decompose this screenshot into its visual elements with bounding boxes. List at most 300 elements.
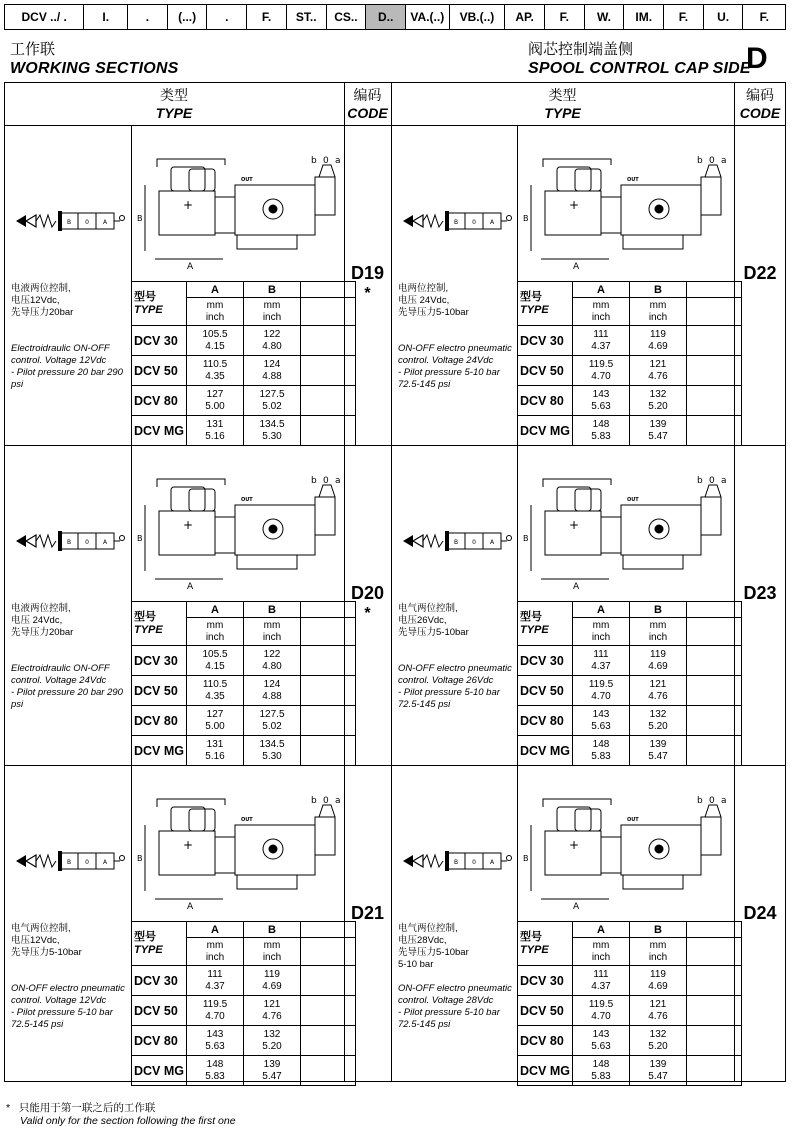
code-segment: DCV ../ . <box>5 5 84 29</box>
unit-cell <box>630 298 687 326</box>
svg-text:B: B <box>66 859 72 866</box>
unit-inch: inch <box>205 951 225 963</box>
divider <box>391 82 392 1082</box>
desc-cn-line: 电液两位控制, <box>11 603 71 614</box>
type-header-en: TYPE <box>155 105 193 121</box>
unit-cell <box>244 938 301 966</box>
desc-en-line: 72.5-145 psi <box>398 379 451 390</box>
svg-text:+: + <box>183 198 194 212</box>
dim-a-cell <box>187 326 244 356</box>
code-header-en: CODE <box>739 105 781 121</box>
section-code: D19 <box>350 263 385 283</box>
working-sections-title-en: WORKING SECTIONS <box>10 60 179 77</box>
dim-b-inch: 5.20 <box>648 720 668 732</box>
dim-a-cell <box>573 966 630 996</box>
position-a-label: a <box>335 476 341 486</box>
section-description <box>11 923 129 959</box>
valve-drawing-icon <box>523 475 729 595</box>
code-segment: F. <box>247 5 287 29</box>
desc-en-line: - Pilot pressure 5-10 bar <box>11 1007 113 1018</box>
col-a-header: A <box>573 282 630 298</box>
code-segment: . <box>128 5 168 29</box>
model-name: DCV 50 <box>132 676 187 706</box>
out-port-label: OUT <box>241 497 253 503</box>
code-segment: . <box>207 5 247 29</box>
empty-cell <box>301 1056 356 1086</box>
col-b-header: B <box>244 922 301 938</box>
dim-a-mm: 148 <box>592 418 610 430</box>
dim-b-inch: 4.69 <box>262 980 282 992</box>
valve-drawing-icon <box>523 155 729 275</box>
unit-inch: inch <box>591 951 611 963</box>
svg-text:B: B <box>453 539 459 546</box>
dim-a-mm: 111 <box>593 968 609 980</box>
divider <box>4 125 786 126</box>
code-segment: I. <box>84 5 128 29</box>
dim-a-label: A <box>187 262 194 272</box>
empty-cell <box>687 298 742 326</box>
dim-a-inch: 4.70 <box>205 1010 225 1022</box>
dim-b-mm: 121 <box>649 678 667 690</box>
dim-b-mm: 119 <box>650 328 666 340</box>
dim-a-cell <box>573 736 630 766</box>
dim-a-mm: 111 <box>207 968 223 980</box>
out-port-label: OUT <box>627 817 639 823</box>
dim-a-cell <box>187 706 244 736</box>
table-row <box>518 386 742 416</box>
table-row <box>518 736 742 766</box>
table-row <box>518 356 742 386</box>
spool-cap-title-en: SPOOL CONTROL CAP SIDE <box>528 60 751 77</box>
dimension-table <box>517 281 742 446</box>
empty-cell <box>687 1056 742 1086</box>
footnote <box>6 1102 236 1128</box>
dim-a-label: A <box>573 582 580 592</box>
dim-a-inch: 5.16 <box>205 750 225 762</box>
code-segment: F. <box>759 10 769 24</box>
desc-en-line: Electroidraulic ON-OFF <box>11 343 110 354</box>
position-0-label: 0 <box>323 156 329 166</box>
position-a-label: a <box>721 156 727 166</box>
desc-en-line: - Pilot pressure 20 bar 290 psi <box>11 367 123 390</box>
dim-a-inch: 5.83 <box>591 430 611 442</box>
svg-text:A: A <box>489 539 495 546</box>
unit-inch: inch <box>205 631 225 643</box>
dim-b-mm: 121 <box>649 998 667 1010</box>
unit-cell <box>187 618 244 646</box>
dim-b-mm: 134.5 <box>259 738 285 750</box>
dim-b-cell <box>630 646 687 676</box>
dimension-table <box>517 921 742 1086</box>
model-name: DCV MG <box>132 1056 187 1086</box>
position-b-label: b <box>311 796 317 806</box>
dim-a-mm: 119.5 <box>588 678 614 690</box>
dim-b-cell <box>244 1026 301 1056</box>
desc-cn-line: 电压12Vdc, <box>11 935 60 946</box>
desc-en-line: control. Voltage 12Vdc <box>11 355 107 366</box>
code-segment: IM. <box>624 5 664 29</box>
dim-b-cell <box>630 966 687 996</box>
col-a-header: A <box>187 602 244 618</box>
empty-cell <box>687 386 742 416</box>
dim-b-cell <box>630 386 687 416</box>
dim-a-cell <box>573 646 630 676</box>
svg-text:0: 0 <box>472 539 476 546</box>
col-b-header: B <box>244 602 301 618</box>
dim-a-cell <box>187 996 244 1026</box>
model-label-cn: 型号 <box>520 290 542 303</box>
dim-a-inch: 4.70 <box>591 690 611 702</box>
dim-a-label: A <box>573 902 580 912</box>
type-header-cn: 类型 <box>160 87 188 103</box>
dim-b-cell <box>244 1056 301 1086</box>
unit-inch: inch <box>205 311 225 323</box>
col-a-header: A <box>573 602 630 618</box>
model-name: DCV 80 <box>132 1026 187 1056</box>
dim-a-inch: 4.35 <box>205 370 225 382</box>
hydraulic-symbol-icon <box>401 529 513 553</box>
dim-a-mm: 110.5 <box>202 358 228 370</box>
section-letter: D <box>746 42 768 75</box>
footnote-en: Valid only for the section following the first one <box>20 1115 236 1127</box>
svg-text:A: A <box>102 859 108 866</box>
dimension-table <box>131 601 356 766</box>
dim-b-inch: 4.69 <box>648 660 668 672</box>
dim-a-inch: 4.35 <box>205 690 225 702</box>
unit-cell <box>244 618 301 646</box>
dim-a-cell <box>187 1026 244 1056</box>
model-name: DCV 50 <box>132 996 187 1026</box>
empty-cell <box>301 326 356 356</box>
position-0-label: 0 <box>709 796 715 806</box>
desc-en-line: - Pilot pressure 5-10 bar <box>398 687 500 698</box>
model-name: DCV MG <box>132 416 187 446</box>
dim-a-cell <box>187 966 244 996</box>
dim-b-label: B <box>137 534 143 543</box>
model-label-cn: 型号 <box>520 610 542 623</box>
desc-cn-line: 电两位控制, <box>398 283 449 294</box>
svg-text:0: 0 <box>472 859 476 866</box>
dim-b-cell <box>244 736 301 766</box>
section-description-en <box>398 983 522 1031</box>
dim-a-cell <box>573 386 630 416</box>
col-b-header: B <box>630 922 687 938</box>
section-description <box>398 283 516 319</box>
dimension-table <box>131 921 356 1086</box>
dim-b-inch: 4.88 <box>262 690 282 702</box>
dim-b-cell <box>244 326 301 356</box>
dim-a-mm: 131 <box>206 738 224 750</box>
dim-b-cell <box>630 1056 687 1086</box>
svg-text:B: B <box>66 219 72 226</box>
desc-cn-line: 先导压力20bar <box>11 627 74 638</box>
dim-b-inch: 4.80 <box>262 340 282 352</box>
dim-a-inch: 4.37 <box>591 660 611 672</box>
empty-cell <box>301 938 356 966</box>
dim-b-inch: 5.02 <box>262 400 282 412</box>
dim-a-mm: 143 <box>592 1028 610 1040</box>
col-a-header: A <box>187 282 244 298</box>
code-segment: (...) <box>168 5 208 29</box>
unit-mm: mm <box>263 619 281 631</box>
section-description-en <box>11 343 135 391</box>
section-description-en <box>398 663 522 711</box>
empty-cell <box>687 416 742 446</box>
dim-b-mm: 122 <box>263 328 281 340</box>
dim-a-mm: 119.5 <box>588 358 614 370</box>
divider <box>131 765 132 921</box>
dim-a-inch: 5.63 <box>591 720 611 732</box>
dim-b-inch: 5.47 <box>648 750 668 762</box>
dim-a-mm: 111 <box>593 648 609 660</box>
type-header-cn: 类型 <box>548 87 577 103</box>
section-code: D22 <box>743 263 777 283</box>
dim-b-mm: 124 <box>263 678 281 690</box>
empty-cell <box>687 356 742 386</box>
out-port-label: OUT <box>627 177 639 183</box>
unit-cell <box>573 938 630 966</box>
unit-cell <box>244 298 301 326</box>
dim-a-inch: 4.15 <box>205 340 225 352</box>
code-header-en: CODE <box>347 105 388 121</box>
svg-text:A: A <box>102 539 108 546</box>
svg-text:+: + <box>569 518 580 532</box>
unit-cell <box>573 618 630 646</box>
dim-b-inch: 5.47 <box>262 1070 282 1082</box>
code-header-cn: 编码 <box>353 87 382 103</box>
empty-cell <box>301 356 356 386</box>
dim-b-label: B <box>523 854 529 863</box>
dim-a-inch: 4.70 <box>591 370 611 382</box>
unit-cell <box>187 938 244 966</box>
desc-cn-line: 电压26Vdc, <box>398 615 447 626</box>
model-label-en: TYPE <box>520 943 549 956</box>
table-row <box>132 386 356 416</box>
desc-cn-line: 电液两位控制, <box>11 283 71 294</box>
dim-b-inch: 4.76 <box>648 690 668 702</box>
svg-text:B: B <box>453 859 459 866</box>
svg-text:0: 0 <box>85 219 89 226</box>
desc-en-line: 72.5-145 psi <box>398 1019 451 1030</box>
dim-b-cell <box>244 386 301 416</box>
svg-text:+: + <box>183 518 194 532</box>
dim-b-mm: 132 <box>649 388 667 400</box>
dim-a-inch: 4.37 <box>205 980 225 992</box>
model-label <box>518 282 573 326</box>
position-b-label: b <box>697 156 703 166</box>
dim-b-mm: 121 <box>263 998 281 1010</box>
dim-b-label: B <box>523 214 529 223</box>
dim-a-mm: 105.5 <box>202 328 228 340</box>
dim-b-mm: 139 <box>263 1058 281 1070</box>
desc-cn-line: 电气两位控制, <box>398 923 458 934</box>
position-0-label: 0 <box>323 796 329 806</box>
model-label-cn: 型号 <box>134 610 156 623</box>
desc-en-line: control. Voltage 24Vdc <box>11 675 107 686</box>
desc-en-line: 72.5-145 psi <box>398 699 451 710</box>
model-label <box>132 922 187 966</box>
section-code: D21 <box>350 903 385 923</box>
dim-a-inch: 5.63 <box>591 1040 611 1052</box>
dim-a-cell <box>187 356 244 386</box>
dim-b-label: B <box>137 214 143 223</box>
dim-b-inch: 5.20 <box>648 400 668 412</box>
valve-drawing-icon <box>523 795 729 915</box>
model-label <box>132 602 187 646</box>
dim-b-label: B <box>137 854 143 863</box>
unit-mm: mm <box>592 299 610 311</box>
desc-en-line: Electroidraulic ON-OFF <box>11 663 110 674</box>
unit-inch: inch <box>648 311 668 323</box>
dim-a-cell <box>187 646 244 676</box>
empty-cell <box>687 996 742 1026</box>
desc-cn-line: 先导压力5-10bar <box>398 627 469 638</box>
position-0-label: 0 <box>709 156 715 166</box>
dim-a-inch: 5.83 <box>205 1070 225 1082</box>
table-row <box>518 706 742 736</box>
table-row <box>518 416 742 446</box>
dim-a-mm: 119.5 <box>202 998 228 1010</box>
dim-a-mm: 148 <box>592 1058 610 1070</box>
divider <box>517 445 518 601</box>
desc-cn-line: 先导压力20bar <box>11 307 74 318</box>
model-name: DCV 30 <box>518 646 573 676</box>
model-label-en: TYPE <box>520 303 549 316</box>
model-name: DCV 30 <box>132 326 187 356</box>
position-b-label: b <box>697 476 703 486</box>
desc-cn-line: 5-10 bar <box>398 959 434 970</box>
empty-cell <box>687 706 742 736</box>
unit-cell <box>630 938 687 966</box>
unit-mm: mm <box>649 619 667 631</box>
svg-text:A: A <box>489 219 495 226</box>
dimension-table <box>517 601 742 766</box>
model-name: DCV 80 <box>132 386 187 416</box>
table-row <box>518 1056 742 1086</box>
type-column-header <box>391 86 734 122</box>
desc-en-line: ON-OFF electro pneumatic <box>398 343 512 354</box>
section-code: D24 <box>743 903 777 923</box>
svg-text:B: B <box>66 539 72 546</box>
model-name: DCV 30 <box>518 966 573 996</box>
footnote-star: * <box>6 1102 11 1114</box>
model-label <box>518 922 573 966</box>
dim-a-inch: 4.37 <box>591 980 611 992</box>
valve-drawing-icon <box>137 795 343 915</box>
desc-en-line: ON-OFF electro pneumatic <box>398 663 512 674</box>
model-name: DCV 30 <box>518 326 573 356</box>
dim-b-inch: 5.47 <box>648 1070 668 1082</box>
type-header-en: TYPE <box>544 105 581 121</box>
dim-a-inch: 4.70 <box>591 1010 611 1022</box>
svg-text:B: B <box>453 219 459 226</box>
svg-text:A: A <box>489 859 495 866</box>
dim-b-mm: 132 <box>649 708 667 720</box>
unit-inch: inch <box>262 311 282 323</box>
dim-a-inch: 5.83 <box>591 750 611 762</box>
col-b-header: B <box>630 602 687 618</box>
position-b-label: b <box>697 796 703 806</box>
unit-mm: mm <box>263 299 281 311</box>
code-segment: ST.. <box>287 5 327 29</box>
dim-b-inch: 5.30 <box>262 430 282 442</box>
dim-b-cell <box>630 996 687 1026</box>
model-label-cn: 型号 <box>134 290 156 303</box>
table-row <box>132 1056 356 1086</box>
hydraulic-symbol-icon <box>401 849 513 873</box>
footnote-marker: * <box>364 285 371 302</box>
table-row <box>518 1026 742 1056</box>
dim-a-cell <box>573 1056 630 1086</box>
dimension-table <box>131 281 356 446</box>
col-b-header: B <box>630 282 687 298</box>
dim-a-inch: 4.37 <box>591 340 611 352</box>
dim-b-inch: 4.69 <box>648 980 668 992</box>
desc-cn-line: 先导压力5-10bar <box>11 947 82 958</box>
divider <box>131 125 132 281</box>
hydraulic-symbol-icon <box>14 529 126 553</box>
model-name: DCV 30 <box>132 646 187 676</box>
dim-a-cell <box>573 996 630 1026</box>
table-row <box>132 326 356 356</box>
unit-mm: mm <box>206 619 224 631</box>
divider <box>517 765 518 921</box>
out-port-label: OUT <box>241 817 253 823</box>
model-label <box>518 602 573 646</box>
footnote-cn: 只能用于第一联之后的工作联 <box>18 1102 156 1114</box>
dim-b-cell <box>244 676 301 706</box>
table-row <box>518 996 742 1026</box>
empty-cell <box>301 966 356 996</box>
empty-cell <box>687 676 742 706</box>
dim-a-mm: 127 <box>206 708 224 720</box>
model-name: DCV 80 <box>132 706 187 736</box>
svg-text:+: + <box>569 838 580 852</box>
position-b-label: b <box>311 476 317 486</box>
out-port-label: OUT <box>241 177 253 183</box>
valve-drawing-icon <box>137 475 343 595</box>
dim-a-cell <box>573 1026 630 1056</box>
model-name: DCV MG <box>132 736 187 766</box>
dim-a-mm: 143 <box>592 388 610 400</box>
unit-mm: mm <box>206 939 224 951</box>
desc-cn-line: 先导压力5-10bar <box>398 307 469 318</box>
dim-a-mm: 131 <box>206 418 224 430</box>
svg-text:+: + <box>569 198 580 212</box>
position-0-label: 0 <box>709 476 715 486</box>
dim-b-inch: 4.76 <box>648 370 668 382</box>
model-name: DCV 80 <box>518 1026 573 1056</box>
dim-b-mm: 132 <box>649 1028 667 1040</box>
unit-inch: inch <box>262 951 282 963</box>
code-segment: VA.(..) <box>406 5 450 29</box>
unit-inch: inch <box>262 631 282 643</box>
desc-cn-line: 电压12Vdc, <box>11 295 60 306</box>
valve-drawing-icon <box>137 155 343 275</box>
divider <box>517 125 518 281</box>
dim-b-mm: 127.5 <box>259 708 285 720</box>
section-description-en <box>11 663 135 711</box>
dim-b-cell <box>244 646 301 676</box>
model-label <box>132 282 187 326</box>
hydraulic-symbol-icon <box>14 849 126 873</box>
dim-b-mm: 119 <box>264 968 280 980</box>
dim-a-mm: 143 <box>206 1028 224 1040</box>
unit-mm: mm <box>592 619 610 631</box>
model-label-en: TYPE <box>134 303 163 316</box>
dim-b-inch: 5.02 <box>262 720 282 732</box>
dim-a-cell <box>187 386 244 416</box>
